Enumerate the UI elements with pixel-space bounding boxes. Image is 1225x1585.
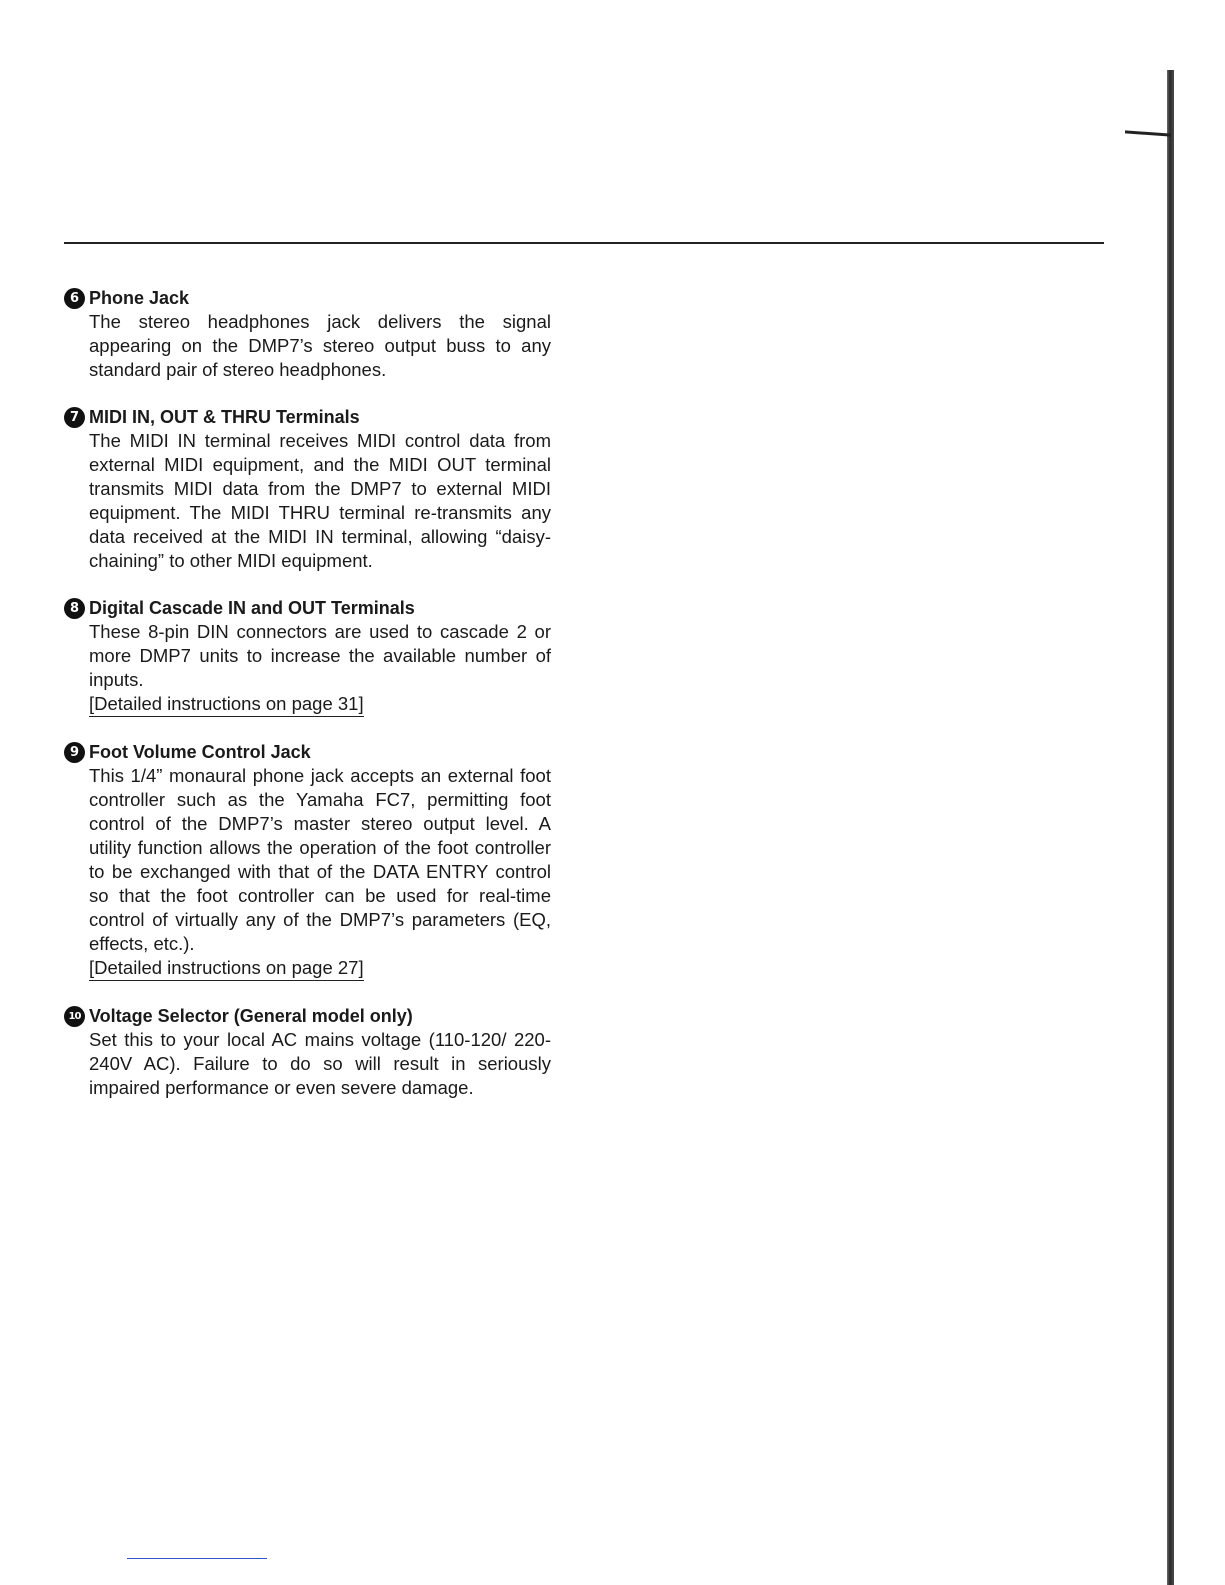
- section-heading: [64, 405, 564, 429]
- section-title: Voltage Selector (General model only): [89, 1006, 413, 1026]
- page-edge-tick: [1125, 130, 1171, 136]
- page-reference-link[interactable]: [Detailed instructions on page 27]: [89, 956, 364, 981]
- section-phone-jack: [64, 286, 564, 382]
- section-midi-terminals: [64, 405, 564, 573]
- section-text: This 1/4” monaural phone jack accepts an external foot controller such as the Yamaha FC7, permitting foot control of the DMP7’s master stereo output level. A utility function allows the operation of the foot controller to be exchanged with that of the DATA ENTRY control so that the foot controller can be used for real-time control of virtually any of the DMP7’s parameters (EQ, effects, etc.).: [89, 765, 551, 954]
- section-title: Phone Jack: [89, 288, 190, 308]
- section-heading: [64, 740, 564, 764]
- section-heading: [64, 286, 564, 310]
- bottom-underline: [127, 1558, 267, 1559]
- section-voltage-selector: [64, 1004, 564, 1100]
- section-title: MIDI IN, OUT & THRU Terminals: [89, 407, 360, 427]
- section-foot-volume: [64, 740, 564, 981]
- reference-wrap: [89, 956, 564, 981]
- manual-content: [64, 286, 564, 1123]
- section-text: The MIDI IN terminal receives MIDI control data from external MIDI equipment, and the MIDI OUT terminal transmits MIDI data from the DMP7 to external MIDI equipment. The MIDI THRU terminal re-transmits any data received at the MIDI IN terminal, allowing “daisy-chaining” to other MIDI equipment.: [89, 430, 551, 571]
- section-body: [89, 429, 551, 573]
- section-heading: [64, 1004, 564, 1028]
- section-body: [89, 764, 551, 956]
- section-body: [89, 1028, 551, 1100]
- section-text: These 8-pin DIN connectors are used to cascade 2 or more DMP7 units to increase the available number of inputs.: [89, 621, 551, 690]
- section-text: Set this to your local AC mains voltage (110-120/ 220-240V AC). Failure to do so will result in seriously impaired performance or even severe damage.: [89, 1029, 551, 1098]
- number-badge-icon: 8: [64, 598, 85, 619]
- section-heading: [64, 596, 564, 620]
- section-digital-cascade: [64, 596, 564, 717]
- section-text: The stereo headphones jack delivers the signal appearing on the DMP7’s stereo output buss to any standard pair of stereo headphones.: [89, 311, 551, 380]
- page-reference-link[interactable]: [Detailed instructions on page 31]: [89, 692, 364, 717]
- number-badge-icon: 7: [64, 407, 85, 428]
- number-badge-icon: 6: [64, 288, 85, 309]
- header-rule: [64, 242, 1104, 244]
- page-edge-bar: [1167, 70, 1174, 1585]
- section-title: Foot Volume Control Jack: [89, 742, 311, 762]
- reference-wrap: [89, 692, 564, 717]
- number-badge-icon: 10: [64, 1006, 85, 1027]
- section-body: [89, 310, 551, 382]
- section-body: [89, 620, 551, 692]
- section-title: Digital Cascade IN and OUT Terminals: [89, 598, 415, 618]
- number-badge-icon: 9: [64, 742, 85, 763]
